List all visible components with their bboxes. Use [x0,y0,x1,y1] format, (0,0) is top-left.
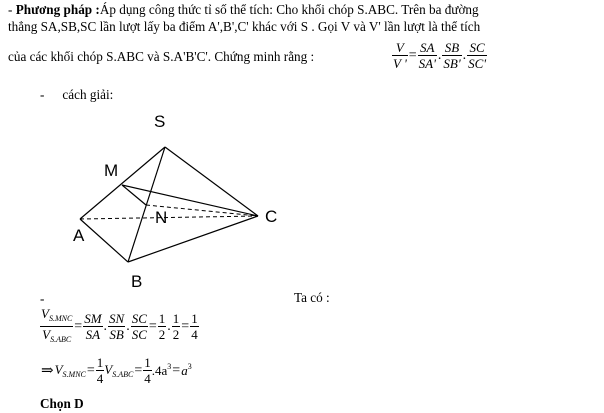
point-label-c: C [265,207,278,226]
equation-volume: $\Rightarrow V_{S.MNC}=$ $\frac{1}{4}$ $V_{S.ABC}=$ $\frac{1}{4}$ $.4a^3=a^3$ [41,355,192,386]
solution-dash: - [40,87,45,102]
point-label-a: A [73,226,85,245]
ratio-formula: $\frac{V}{V '}$ = $\frac{SA}{SA'}$ . $\frac{SB}{SB'}$ . $\frac{SC}{SC'}$ [393,40,487,71]
edge-sa [80,147,165,219]
point-label-s: S [154,112,166,131]
fraction-sn-sb: $\frac{SN}{SB}$ [109,311,125,342]
equation-ratio: $\frac{V_{S.MNC}}{V_{S.ABC}}$ = $\frac{SM}{SA}$ . $\frac{SN}{SB}$ . $\frac{SC}{SC}$ = $\frac{1}{2}$ . $\frac{1}{2}$ = $\frac{1}{4}$ [40,306,199,347]
intro-line-1-text: Áp dụng công thức tỉ số thể tích: Cho khối chóp S.ABC. Trên ba đường [99,2,479,17]
edge-ac-hidden [80,216,258,219]
fraction-sa: $\frac{SA}{SA'}$ [418,40,436,71]
edge-bc [128,216,258,262]
intro-line-2: thẳng SA,SB,SC lần lượt lấy ba điểm A',B',C' khác với S . Gọi V và V' lần lượt là thể tích [8,19,481,34]
fraction-half-2: $\frac{1}{2}$ [172,311,180,342]
edge-ab [80,219,128,262]
answer-label: Chọn D [40,396,84,411]
fraction-half-1: $\frac{1}{2}$ [158,311,166,342]
intro-dash: - [8,2,16,17]
point-label-n: N [155,208,168,227]
edge-sb [128,147,168,262]
point-label-b: B [131,272,143,291]
fraction-v-vprime: $\frac{V}{V '}$ [393,40,407,71]
implies-arrow: ⇒ [41,363,54,379]
fraction-sc-sc: $\frac{SC}{SC}$ [131,311,147,342]
ta-co-label: Ta có : [294,290,330,305]
fraction-volume-ratio: $\frac{V_{S.MNC}}{V_{S.ABC}}$ [41,306,73,344]
fraction-sm-sa: $\frac{SM}{SA}$ [84,311,102,342]
second-dash: - [40,291,45,306]
fraction-quarter-3: $\frac{1}{4}$ [144,355,151,386]
fraction-sc: $\frac{SC}{SC'}$ [468,40,487,71]
intro-line-3-text: của các khối chóp S.ABC và S.A'B'C'. Chứng minh rằng : [8,49,315,64]
method-heading: Phương pháp : [15,2,100,17]
fraction-quarter: $\frac{1}{4}$ [191,311,198,342]
fraction-quarter-2: $\frac{1}{4}$ [96,355,104,386]
solution-text: cách giải: [62,87,114,102]
fraction-sb: $\frac{SB}{SB'}$ [443,40,461,71]
point-label-m: M [104,161,119,180]
